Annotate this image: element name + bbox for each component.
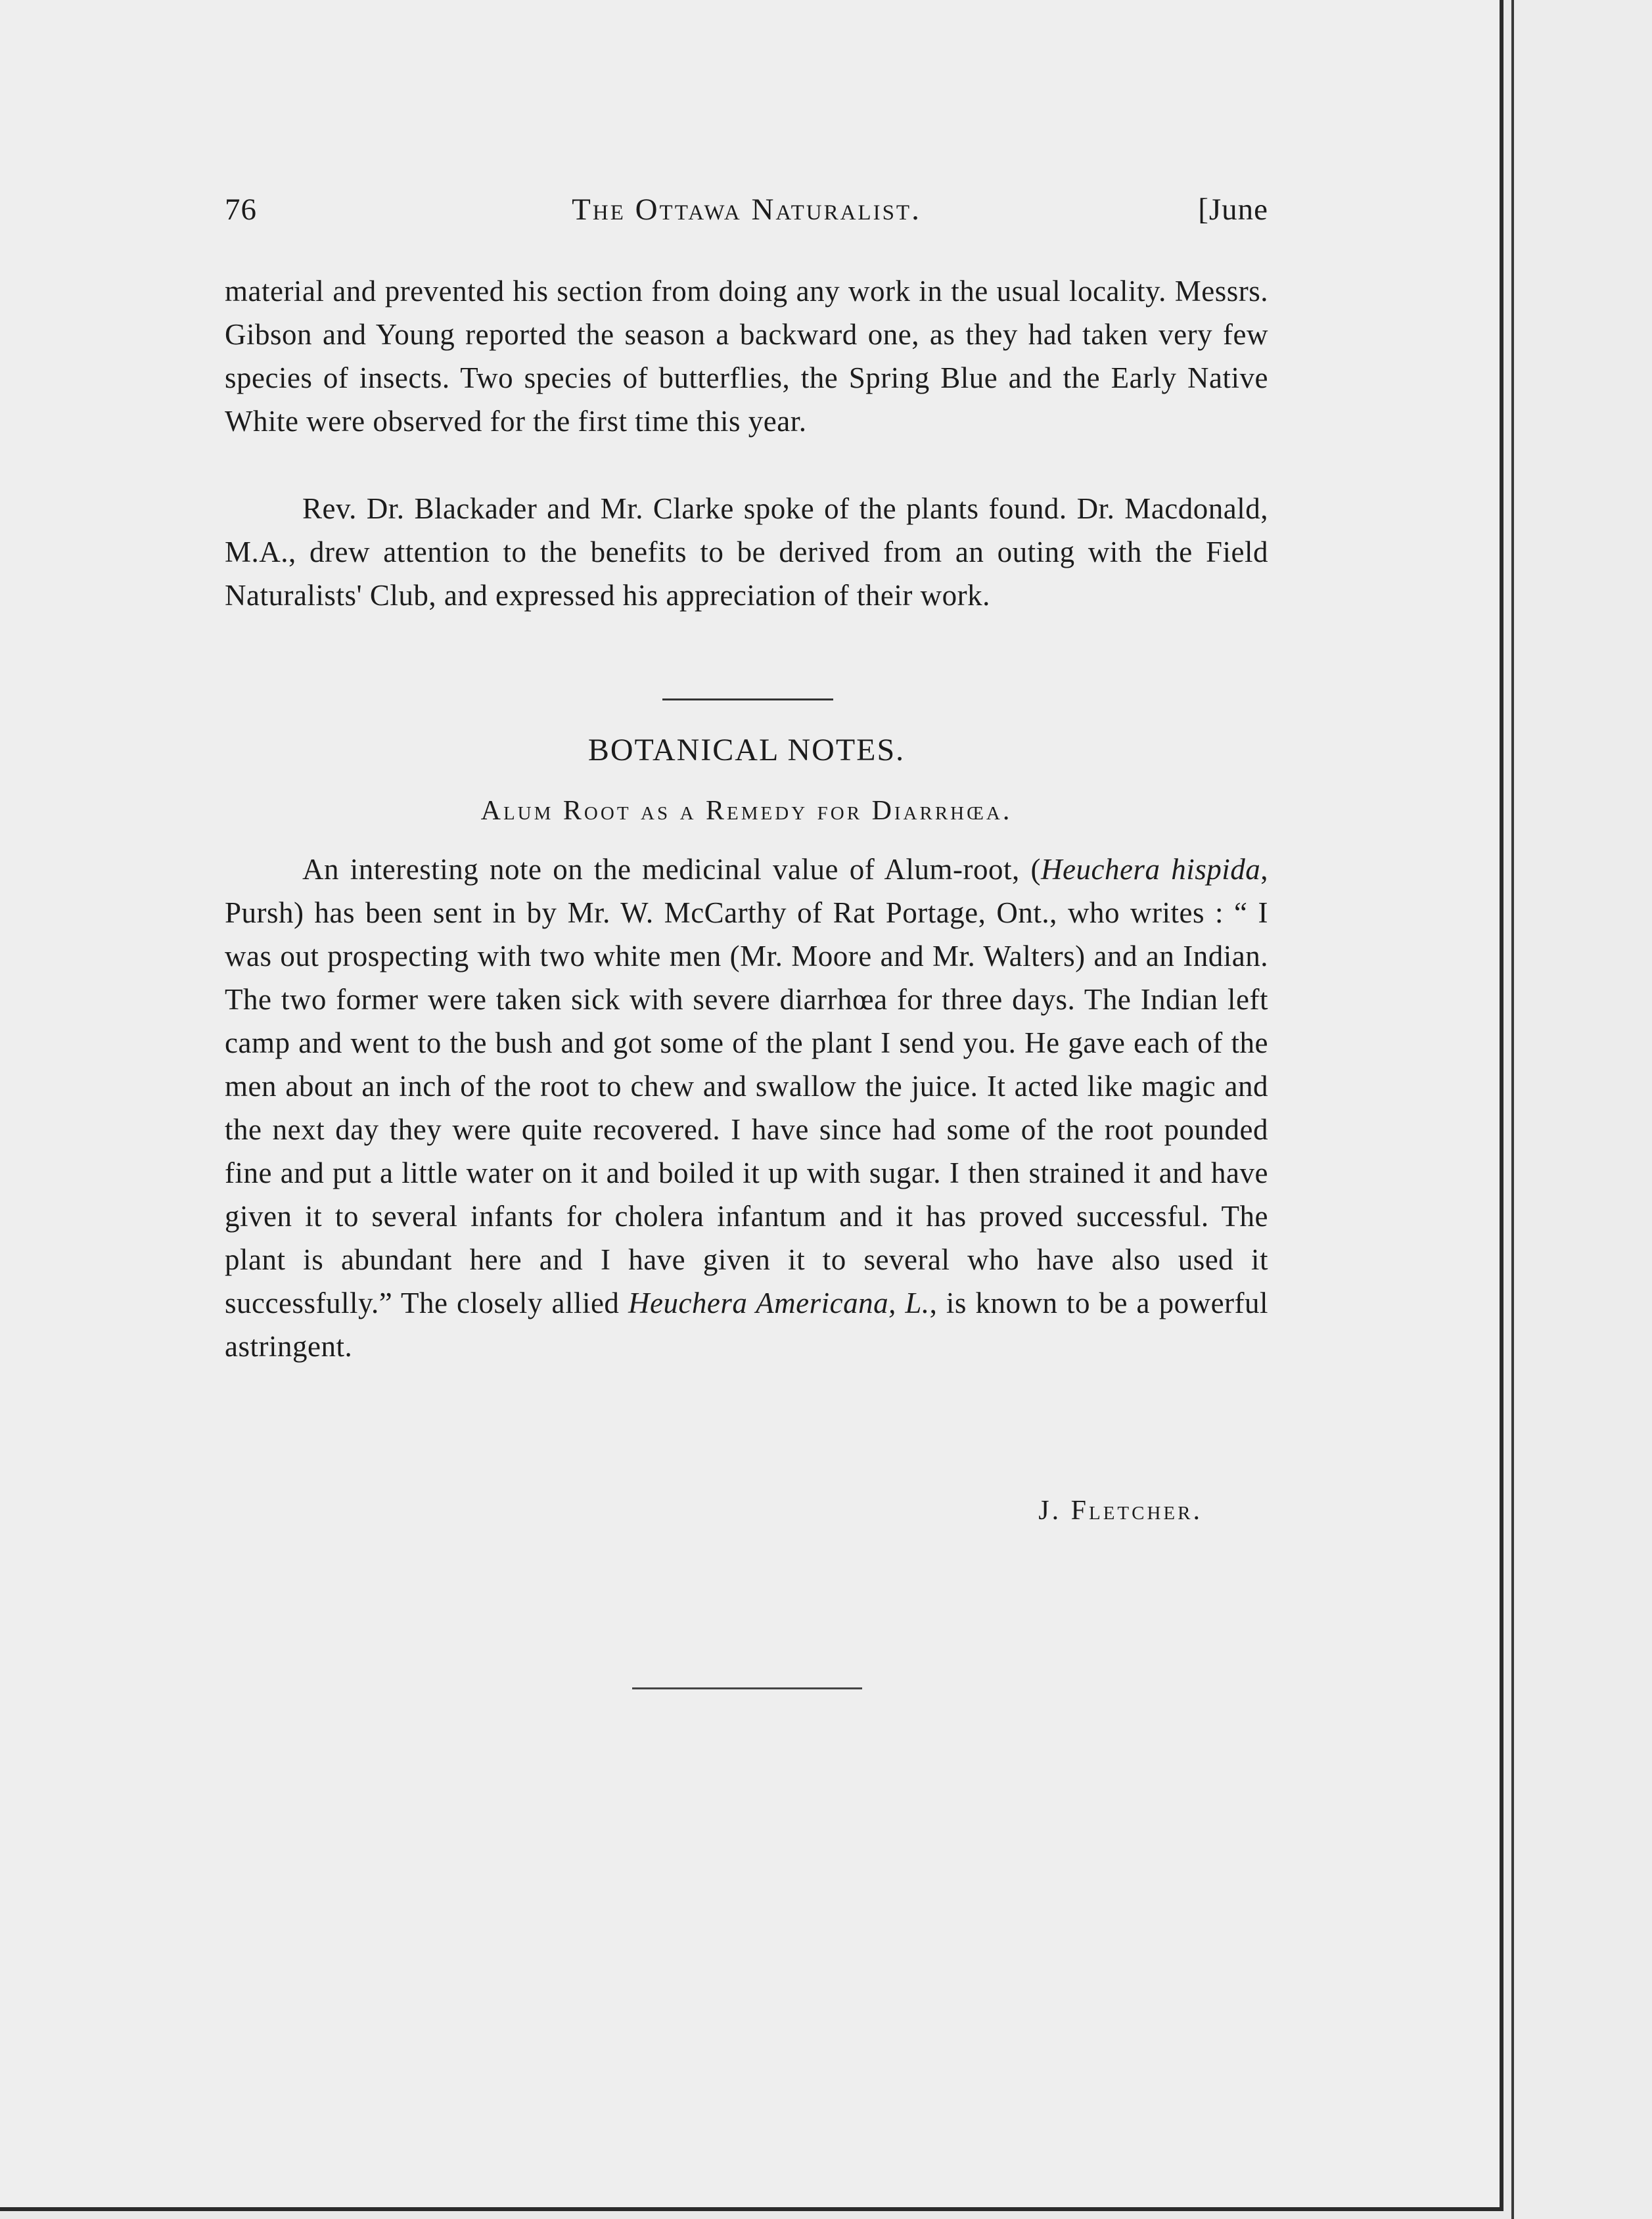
issue-month: [June <box>1198 193 1268 227</box>
article-text-3: , is known to be a powerful astringent. <box>225 1287 1269 1363</box>
page-header <box>225 192 1268 229</box>
author-signature: J. Fletcher. <box>1038 1496 1203 1526</box>
page-number: 76 <box>225 193 257 227</box>
article-text-1: An interesting note on the medicinal value of Alum-root, ( <box>302 853 1042 886</box>
section-divider <box>662 698 833 700</box>
paragraph-continued: material and prevented his section from doing any work in the usual locality. Messrs. Gibson and Young reported the season a backward one, as they had taken very few species of insects. Two species of butterflies, the Spring Blue and the Early Native White were observed for the first time this year. <box>225 275 1268 438</box>
species-name-americana: Heuchera Americana, L. <box>628 1287 930 1319</box>
article-subtitle: Alum Root as a Remedy for Diarrhœa. <box>480 796 1013 826</box>
species-name-hispida: Heuchera hispida <box>1041 853 1261 886</box>
article-body <box>225 848 1268 1368</box>
journal-title: The Ottawa Naturalist. <box>572 193 921 227</box>
article-text-2: , Pursh) has been sent in by Mr. W. McCarthy of Rat Portage, Ont., who writes : “ I was out prospecting with two white men (Mr. Moore and Mr. Walters) and an Indian. The two former were taken sick with severe diarrhœa for three days. The Indian left camp and went to the bush and got some of the plant I send you. He gave each of the men about an inch of the root to chew and swallow the juice. It acted like magic and the next day they were quite recovered. I have since had some of the root pounded fine and put a little water on it and boiled it up with sugar. I then strained it and have given it to several infants for cholera infantum and it has proved successful. The plant is abundant here and I have given it to several who have also used it successfully.” The closely allied <box>225 853 1268 1319</box>
end-divider <box>632 1687 862 1689</box>
paragraph-plants: Rev. Dr. Blackader and Mr. Clarke spoke of the plants found. Dr. Macdonald, M.A., drew attention to the benefits to be derived from an outing with the Field Naturalists' Club, and expressed his appreciation of their work. <box>225 492 1268 612</box>
section-title: BOTANICAL NOTES. <box>587 733 906 767</box>
adjacent-page-edge <box>1511 0 1652 2219</box>
